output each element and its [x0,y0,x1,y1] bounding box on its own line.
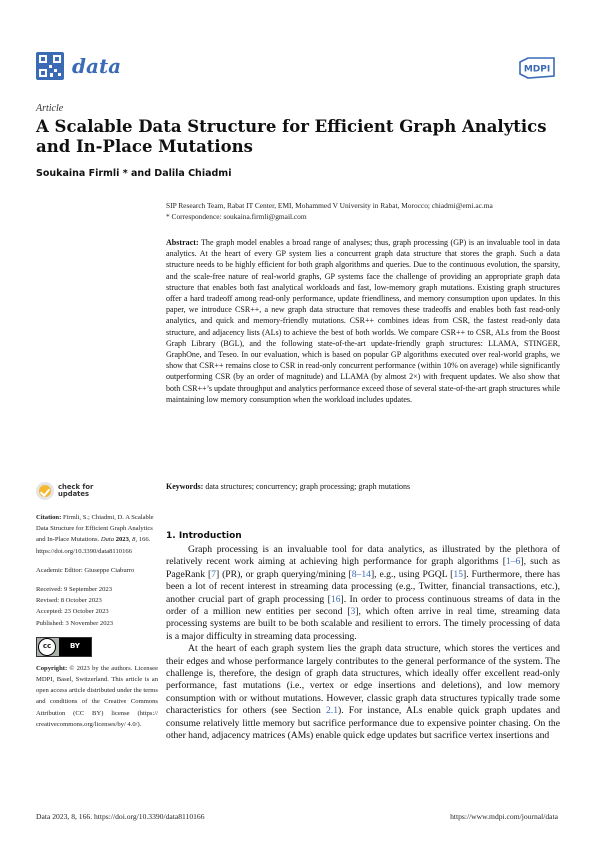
correspondence: * Correspondence: soukaina.firmli@gmail.com [166,212,307,221]
article-type: Article [36,103,64,114]
abstract [166,237,560,405]
paragraph: Graph processing is an invaluable tool for data analytics, as illustrated by the plethora of relatively recent work aiming at achieving high performance for graph algorithms [1–6], such as PageRank [7] (PR), or graph querying/mining [8–14], e.g., using PGQL [15]. Furthermore, there has been a lot of recent interest in streaming data processing (e.g., Twitter, financial transactions, etc.), another crucial part of graph processing [16]. In order to process continuous streams of data in the order of a million new entities per second [3], which often arrive in real time, streaming data processing systems are built to be both scalable and resilient to errors. The timely processing of data is a major difficulty in streaming data processing. [166,544,561,642]
footer-citation[interactable]: Data 2023, 8, 166. https://doi.org/10.3390/data8110166 [36,812,205,821]
journal-qr-icon [36,52,64,80]
abstract-text: The graph model enables a broad range of analyses; thus, graph processing (GP) is an invaluable tool in data analytics. At the heart of every GP system lies a concurrent graph data structure that stores the graph. Such a data structure needs to be highly efficient for both graph algorithms and queries. Due to the continuous evolution, the sparsity, and the scale-free nature of real-world graphs, GP systems face the challenge of providing an appropriate graph data structure that enables both fast analytical workloads and fast, low-memory graph mutations. Existing graph structures offer a hard tradeoff among read-only performance, update friendliness, and memory consumption upon updates. In this paper, we introduce CSR++, a new graph data structure that removes these tradeoffs and enables both fast read-only analytics, and quick and memory-friendly mutations. CSR++ combines ideas from CSR, the fastest read-only data structure, and adjacency lists (ALs) to achieve the best of both worlds. We compare CSR++ to CSR, ALs from the Boost Graph Library (BGL), and the following state-of-the-art update-friendly graph structures: LLAMA, STINGER, GraphOne, and Teseo. In our evaluation, which is based on popular GP algorithms executed over real-world graphs, we show that CSR++ remains close to CSR in read-only concurrent performance (within 10% on average) while significantly outperforming CSR (by an order of magnitude) and LLAMA (by almost 2×) with frequent updates. We also show that both CSR++’s update throughput and analytics performance exceed those of several state-of-the-art graph structures while maintaining low memory consumption when the workload includes updates. [166,238,560,404]
citation-volume: 8 [132,536,136,544]
keywords-label: Keywords: [166,482,204,491]
citation-link[interactable]: 3 [350,606,356,618]
dates [36,584,158,629]
copyright [36,663,158,730]
citation-link[interactable]: 7 [211,568,216,580]
citation-link[interactable]: 8–14 [351,568,371,580]
keywords-text: data structures; concurrency; graph processing; graph mutations [205,482,411,491]
date-published: Published: 3 November 2023 [36,619,114,627]
article-sidebar [36,480,158,730]
affiliation: SIP Research Team, Rabat IT Center, EMI, Mohammed V University in Rabat, Morocco; chiadmi@emi.ac.ma [166,201,493,210]
introduction-body [166,544,560,743]
check-updates-label: check for updates [58,482,94,498]
journal-logo[interactable] [36,52,121,80]
citation-year: 2023 [115,536,129,544]
section-heading-introduction: 1. Introduction [166,531,242,541]
mdpi-logo-text: MDPI [523,64,551,75]
date-revised: Revised: 8 October 2023 [36,597,102,605]
citation-label: Citation: [36,514,62,521]
academic-editor: Academic Editor: Giuseppe Ciaburro [36,566,135,574]
by-icon: BY [59,638,91,656]
date-received: Received: 9 September 2023 [36,586,112,594]
copyright-text: © 2023 by the authors. Licensee MDPI, Basel, Switzerland. This article is an open access article distributed under the terms and conditions of the Creative Commons Attribution (CC BY) license (https:// creativecommons.org/licenses/by/ 4.0/). [36,664,159,728]
check-updates-icon [36,482,54,500]
journal-name: data [72,54,122,78]
citation-doi-link[interactable]: , 166. https://doi.org/10.3390/data8110166 [36,536,151,555]
cc-by-license-badge[interactable] [36,637,92,657]
article-title: A Scalable Data Structure for Efficient Graph Analytics and In-Place Mutations [36,117,547,156]
author-list: Soukaina Firmli * and Dalila Chiadmi [36,168,232,179]
footer-journal-url[interactable]: https://www.mdpi.com/journal/data [450,812,558,821]
check-updates-button[interactable] [36,480,158,502]
copyright-label: Copyright: [36,664,68,672]
citation-link[interactable]: 15 [453,568,464,580]
keywords [166,482,560,491]
section-link[interactable]: 2.1 [325,705,339,717]
paragraph: At the heart of each graph system lies the graph data structure, which stores the vertices and their edges and whose performance largely contributes to the general performance of the system. The challenge is, therefore, the design of graph data structures, which ideally offer excellent read-only performance, fast mutations (i.e., vertex or edge insertions and deletions), and low memory consumption with or without mutations. However, classic graph data structures typically trade some characteristics for others (see Section 2.1). For instance, ALs enable quick graph updates and consume relatively little memory but sacrifice performance due to expensive pointer chasing. On the other hand, adjacency matrices (AMs) enable quick edge updates but sacrifice vertex insertions and [166,643,561,742]
page-footer [36,812,558,821]
cc-icon: cc [38,638,56,656]
affiliations [166,200,561,222]
date-accepted: Accepted: 23 October 2023 [36,608,109,616]
citation-journal: Data [100,536,115,544]
mdpi-logo-icon[interactable] [516,56,558,80]
abstract-label: Abstract: [166,238,199,247]
citation-text: Firmli, S.; Chiadmi, D. A Scalable Data Structure for Efficient Graph Analytics and In-Place Mutations. [36,514,154,544]
citation: Citation: Firmli, S.; Chiadmi, D. A Scalable Data Structure for Efficient Graph Analytics and In-Place Mutations. Data 2023, 8, 166. https://doi.org/10.3390/data8110166 [36,514,154,555]
citation-link[interactable]: 16 [330,593,341,605]
citation-link[interactable]: 1–6 [505,556,521,568]
